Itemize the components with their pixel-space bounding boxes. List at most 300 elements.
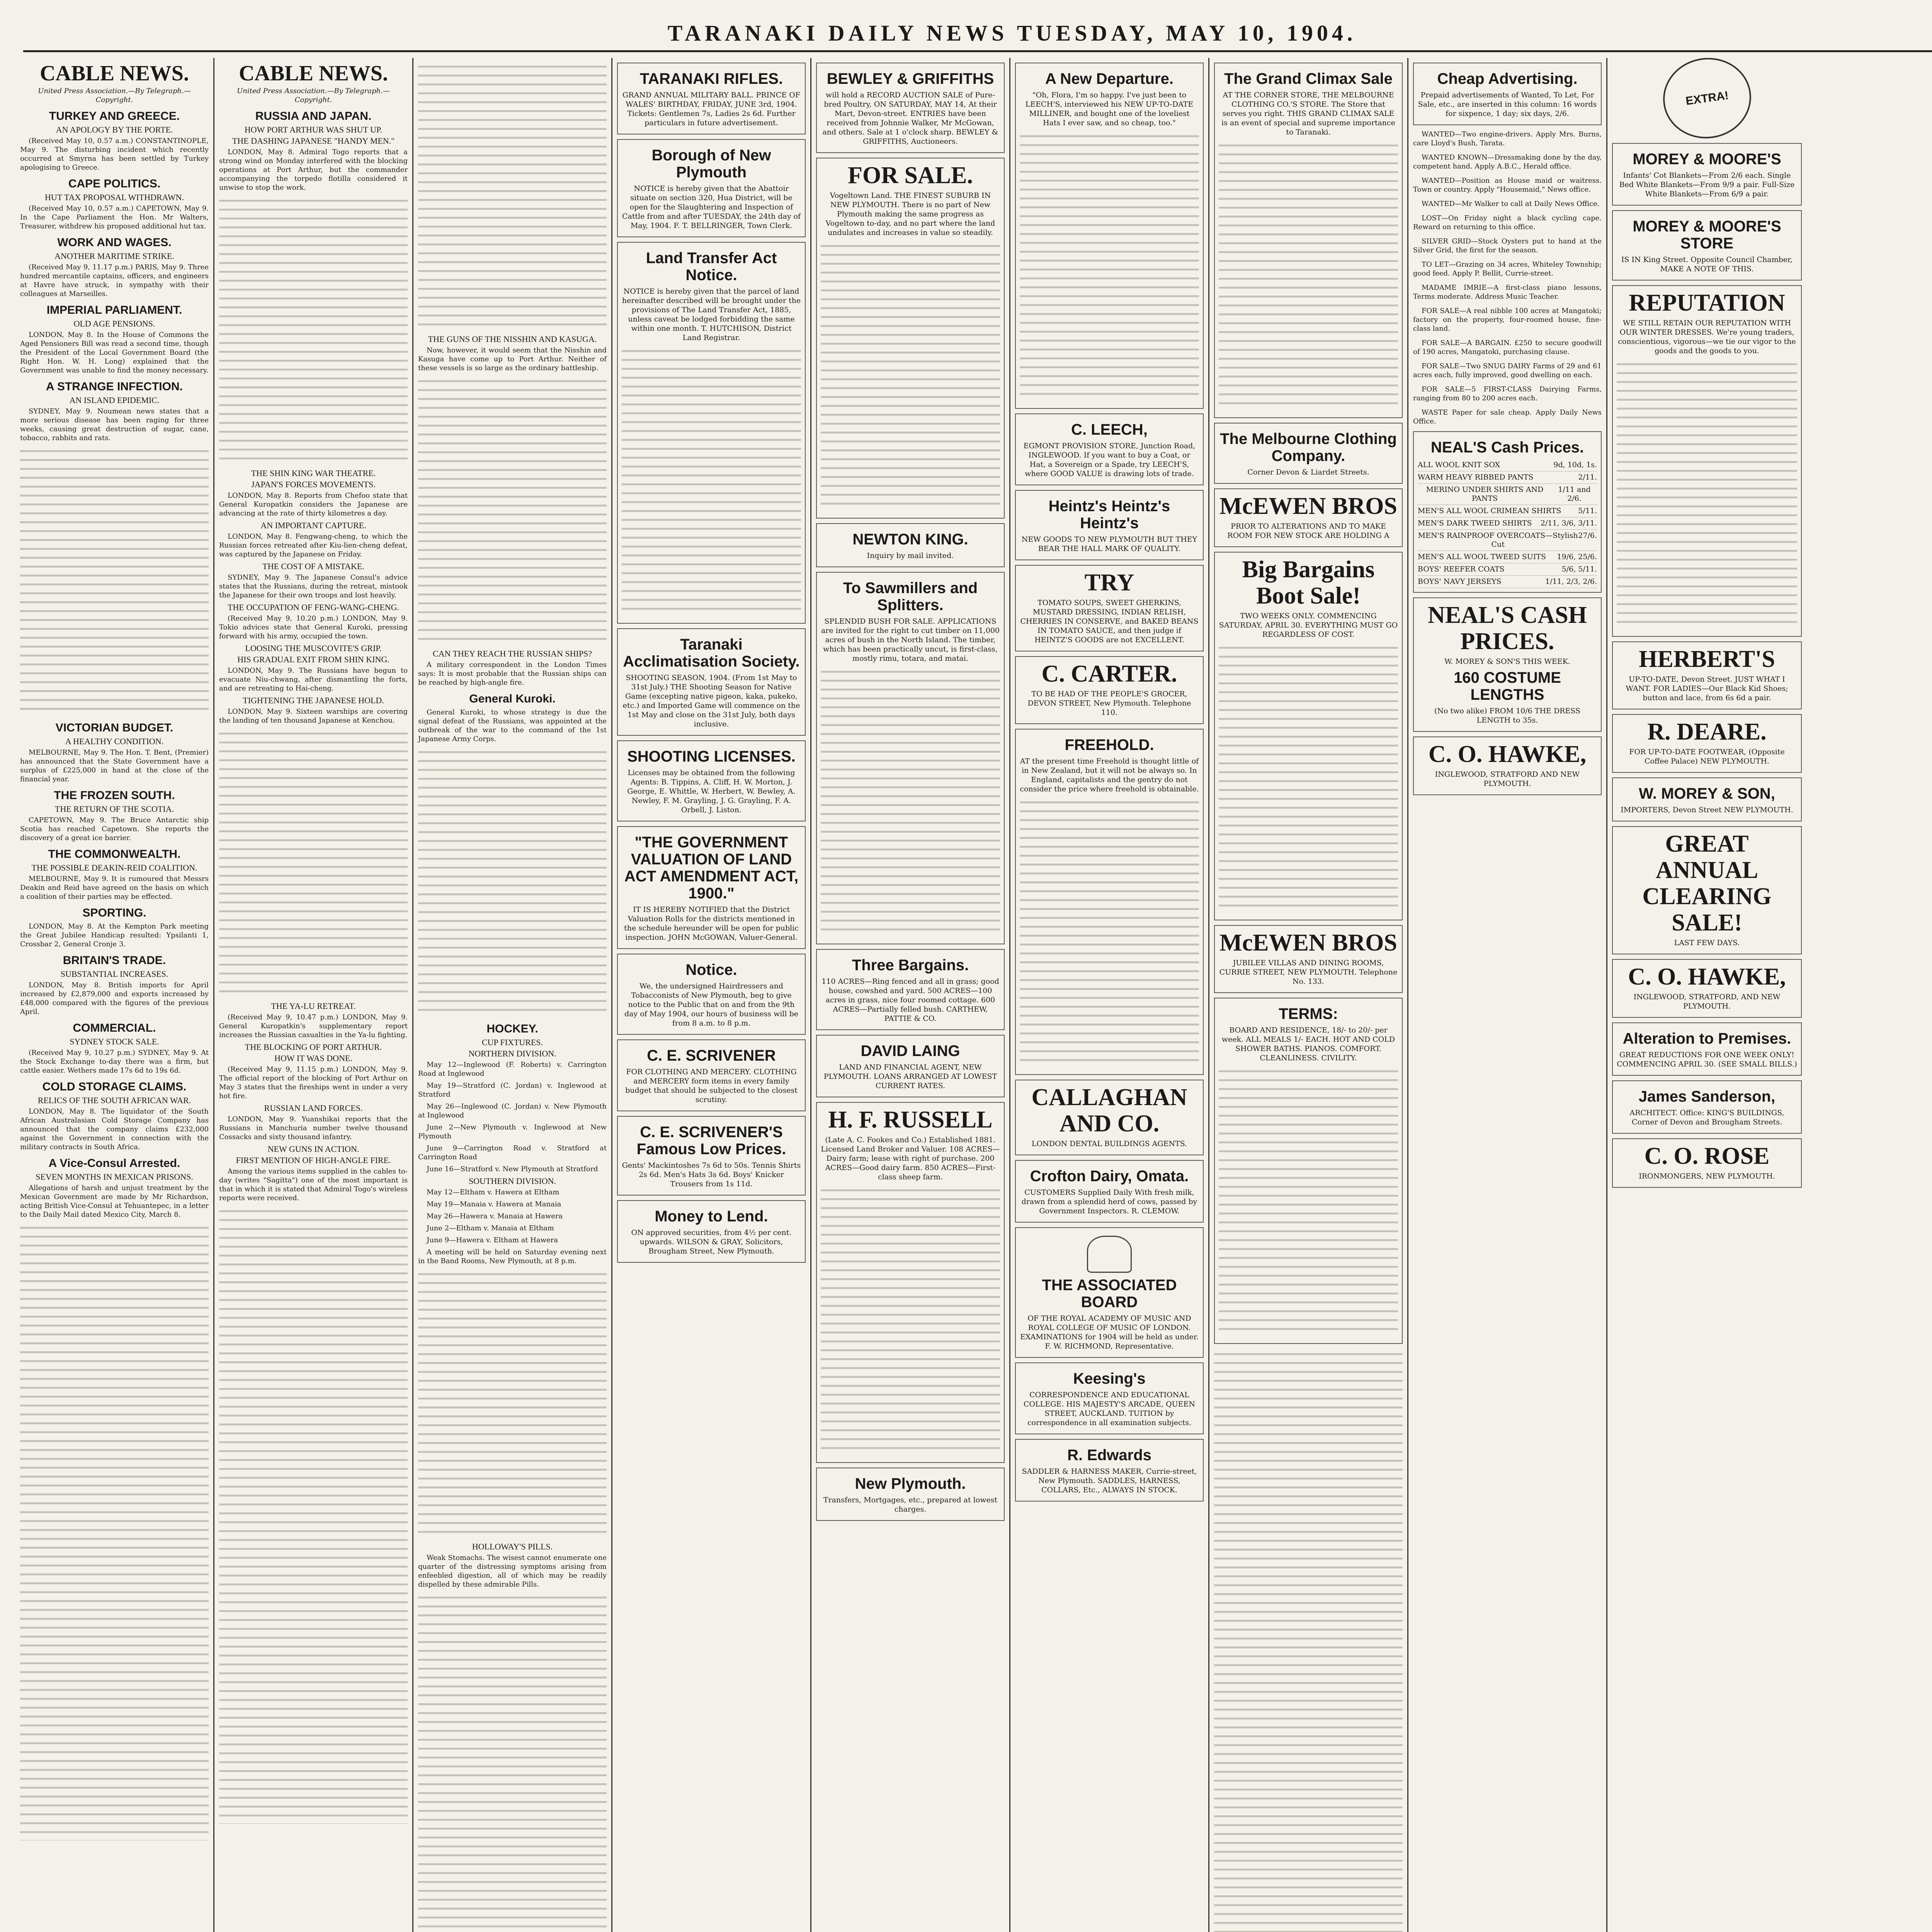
ad-text: Infants' Cot Blankets—From 2/6 each. Single Bed White Blankets—From 9/9 a pair. Full-Size White Blankets—From 6/9 a pair.: [1619, 171, 1795, 198]
byline: United Press Association.—By Telegraph.—Copyright.: [237, 87, 390, 104]
cable-news-header: CABLE NEWS.: [40, 61, 189, 85]
ad-text-block: [1617, 359, 1797, 629]
price-item: BOYS' REEFER COATS: [1418, 565, 1505, 573]
article-body: (Received May 9, 10.27 p.m.) SYDNEY, May 9. At the Stock Exchange to-day there was a firm, but cattle easier. Wethers made 17s 6d to 19s 6d.: [20, 1049, 209, 1075]
ad-title: REPUTATION: [1629, 290, 1785, 316]
article-body: SYDNEY, May 9. The Japanese Consul's advice states that the Russians, during the retreat, mistook the Japanese for their own troops and lost heavily.: [219, 573, 408, 599]
ad-text: OF THE ROYAL ACADEMY OF MUSIC AND ROYAL COLLEGE OF MUSIC OF LONDON. EXAMINATIONS for 1904 will be held as under. F. W. RICHMOND, Representative.: [1020, 1314, 1199, 1350]
classified-ad: FOR SALE—Two SNUG DAIRY Farms of 29 and 61 acres each, fully improved, good dwelling on each.: [1413, 362, 1602, 379]
article-title: HOW PORT ARTHUR WAS SHUT UP.: [244, 125, 383, 134]
article-title: THE COMMONWEALTH.: [48, 848, 181, 861]
article-subtitle: ANOTHER MARITIME STRIKE.: [54, 251, 174, 261]
ad-box: [1612, 1022, 1802, 1076]
ad-title: To Sawmillers and Splitters.: [843, 580, 978, 614]
ad-title: Borough of New Plymouth: [651, 147, 771, 181]
article-title: THE OCCUPATION OF FENG-WANG-CHENG.: [227, 602, 400, 612]
ad-text: INGLEWOOD, STRATFORD, AND NEW PLYMOUTH.: [1633, 993, 1781, 1010]
article-body: LONDON, May 9. Sixteen warships are covering the landing of ten thousand Japanese at Kenchou.: [219, 707, 408, 724]
column-5: [811, 58, 1010, 1932]
article-body: NORTHERN DIVISION.: [468, 1049, 556, 1058]
price-row: [1418, 459, 1597, 471]
ad-title: SHOOTING LICENSES.: [627, 748, 796, 765]
ad-title: A New Departure.: [1045, 70, 1173, 87]
ad-text: UP-TO-DATE, Devon Street. JUST WHAT I WANT. FOR LADIES—Our Black Kid Shoes; button and lace, from 6s 6d a pair.: [1626, 675, 1788, 702]
ad-box: [617, 826, 806, 949]
ad-box: [1612, 641, 1802, 709]
article-text-block: [418, 1269, 607, 1539]
ad-title: TRY: [1084, 570, 1134, 596]
ad-title: The Grand Climax Sale: [1224, 70, 1393, 87]
ad-title: Taranaki Acclimatisation Society.: [623, 636, 800, 670]
article-body: CAPETOWN, May 9. The Bruce Antarctic ship Scotia has reached Capetown. She reports the discovery of a great ice barrier.: [20, 816, 209, 842]
article-text-block: [20, 446, 209, 716]
ad-text: CUSTOMERS Supplied Daily With fresh milk, drawn from a splendid herd of cows, passed by Government Inspectors. R. CLEMOW.: [1021, 1188, 1197, 1215]
price-row: [1418, 505, 1597, 517]
ad-title: GREAT ANNUAL CLEARING SALE!: [1642, 831, 1772, 936]
ad-text: EGMONT PROVISION STORE, Junction Road, INGLEWOOD. If you want to buy a Coat, or Hat, a Sovereign or a Spade, try LEECH'S, where GOOD VALUE is drawing lots of trade.: [1023, 442, 1196, 478]
fixture-line: June 9—Hawera v. Eltham at Hawera: [427, 1236, 558, 1244]
ad-text: BOARD AND RESIDENCE, 18/- to 20/- per week. ALL MEALS 1/- EACH. HOT AND COLD SHOWER BATHS. PIANOS. COMFORT. CLEANLINESS. CIVILITY.: [1221, 1026, 1395, 1062]
article-subtitle: SYDNEY STOCK SALE.: [70, 1037, 159, 1046]
article-body: LONDON, May 8. The liquidator of the South African Australasian Cold Storage Company has announced that the company claims £232,000 against the Government in connection with the military contracts in South Africa.: [20, 1107, 209, 1151]
article-subtitle: HIS GRADUAL EXIT FROM SHIN KING.: [237, 655, 389, 664]
article-body: LONDON, May 8. Admiral Togo reports that a strong wind on Monday interfered with the blocking operations at Port Arthur, but the commander accompanying the torpedo flotilla considered it unwise to stop the work.: [219, 148, 408, 192]
article-title: TURKEY AND GREECE.: [49, 110, 180, 122]
ad-title: NEAL'S Cash Prices.: [1430, 439, 1584, 456]
neals-prices-box: [1413, 431, 1602, 593]
ad-text: TWO WEEKS ONLY. COMMENCING SATURDAY, APRIL 30. EVERYTHING MUST GO REGARDLESS OF COST.: [1219, 612, 1398, 639]
article-body: (Received May 9, 11.15 p.m.) LONDON, May 9. The official report of the blocking of Port Arthur on May 3 states that the fireships went in under a very hot fire.: [219, 1065, 408, 1100]
article-body: SYDNEY, May 9. Noumean news states that a more serious disease has been raging for three weeks, causing great destruction of sugar, cane, tobacco, rabbits and rats.: [20, 407, 209, 442]
ad-text: TOMATO SOUPS, SWEET GHERKINS, MUSTARD DRESSING, INDIAN RELISH, CHERRIES IN CONSERVE, and BAKED BEANS IN TOMATO SAUCE, and then judge if HEINTZ'S GOODS are not EXCELLENT.: [1020, 599, 1199, 644]
price-item: MERINO UNDER SHIRTS AND PANTS: [1426, 485, 1544, 503]
article-body: (Received May 9, 11.17 p.m.) PARIS, May 9. Three hundred mercantile captains, officers, and engineers at Havre have struck, in sympathy with their colleagues at Marseilles.: [20, 263, 209, 298]
price-value: 1/11, 2/3, 2/6.: [1545, 577, 1597, 586]
ad-title: Three Bargains.: [852, 957, 969, 974]
ad-text: W. MOREY & SON'S THIS WEEK.: [1444, 657, 1570, 666]
price-row: [1418, 517, 1597, 530]
ad-text: JUBILEE VILLAS AND DINING ROOMS, CURRIE STREET, NEW PLYMOUTH. Telephone No. 133.: [1219, 959, 1398, 986]
classified-ad: WANTED—Position as House maid or waitress. Town or country. Apply "Housemaid," News office.: [1413, 177, 1602, 194]
ad-box: [617, 1200, 806, 1263]
ad-box: [617, 139, 806, 237]
article-subtitle: AN ISLAND EPIDEMIC.: [69, 395, 160, 405]
ad-box: [816, 1102, 1005, 1463]
ad-title: Big Bargains Boot Sale!: [1242, 556, 1375, 609]
column-8: [1408, 58, 1607, 1932]
ad-text: GREAT REDUCTIONS FOR ONE WEEK ONLY! COMMENCING APRIL 30. (SEE SMALL BILLS.): [1617, 1051, 1797, 1068]
article-body: (Received May 9, 10.20 p.m.) LONDON, May 9. Tokio advices state that General Kuroki, pressing forward with his army, occupied the town.: [219, 614, 408, 640]
ad-box: [1612, 285, 1802, 637]
article-subtitle: A HEALTHY CONDITION.: [65, 736, 164, 746]
ad-box: [1015, 565, 1204, 651]
ad-text: FOR CLOTHING AND MERCERY. CLOTHING and MERCERY form items in every family budget that should be subjected to the closest scrutiny.: [625, 1068, 798, 1104]
ad-text: 110 ACRES—Ring fenced and all in grass; good house, cowshed and yard. 500 ACRES—100 acres in grass, nice four roomed cottage. 600 ACRES—Partially felled bush. CARTHEW, PATTIE & CO.: [821, 977, 999, 1023]
ad-text: LAST FEW DAYS.: [1674, 939, 1740, 947]
ad-text: (No two alike) FROM 10/6 THE DRESS LENGTH to 35s.: [1434, 707, 1581, 724]
ad-text: CORRESPONDENCE AND EDUCATIONAL COLLEGE. HIS MAJESTY'S ARCADE, QUEEN STREET, AUCKLAND. TUITION by correspondence in all examination subjects.: [1023, 1391, 1196, 1427]
ad-title: 160 COSTUME LENGTHS: [1454, 669, 1561, 703]
column-1: [15, 58, 214, 1932]
ad-text: ON approved securities, from 4½ per cent. upwards. WILSON & GRAY, Solicitors, Brougham Street, New Plymouth.: [631, 1228, 792, 1255]
price-value: 27/6.: [1578, 531, 1597, 540]
ad-title: W. MOREY & SON,: [1639, 785, 1775, 802]
article-text-block: [418, 1592, 607, 1932]
ad-text-block: [622, 345, 801, 616]
ad-text: "Oh, Flora, I'm so happy. I've just been to LEECH'S, interviewed his NEW UP-TO-DATE MILLINER, and bought one of the loveliest Hats I ever saw, and so cheap, too.": [1025, 91, 1194, 127]
ad-title: James Sanderson,: [1638, 1088, 1776, 1105]
ad-box: [1015, 656, 1204, 724]
ad-title: MOREY & MOORE'S STORE: [1633, 218, 1781, 252]
ad-text: NEW GOODS TO NEW PLYMOUTH BUT THEY BEAR THE HALL MARK OF QUALITY.: [1021, 535, 1197, 553]
cheap-advertising-title: Cheap Advertising.: [1437, 70, 1578, 87]
ad-title: FREEHOLD.: [1065, 736, 1154, 753]
ad-box: [1214, 925, 1403, 993]
article-title: COMMERCIAL.: [73, 1022, 156, 1034]
ad-box: [1612, 1080, 1802, 1134]
price-value: 5/11.: [1578, 507, 1597, 515]
ad-box: [617, 63, 806, 134]
column-3: [413, 58, 612, 1932]
classified-ad: FOR SALE—A BARGAIN. £250 to secure goodwill of 190 acres, Mangatoki, purchasing clause.: [1413, 339, 1602, 356]
ad-box: [1015, 1362, 1204, 1434]
masthead: [23, 15, 1932, 52]
classified-ad: FOR SALE—A real nibble 100 acres at Mangatoki; factory on the property, four-roomed house, fine-class land.: [1413, 307, 1602, 333]
ad-text: Licenses may be obtained from the following Agents: B. Tippins, A. Cliff, H. W. Morton, J. George, E. Whittle, W. Herbert, W. Bewley, A. Newley, F. M. Grayling, J. G. Grayling, F. A. Orbell, J. Liston.: [627, 769, 796, 814]
price-item: BOYS' NAVY JERSEYS: [1418, 577, 1502, 586]
ad-title: McEWEN BROS: [1219, 930, 1397, 956]
ad-title: R. Edwards: [1067, 1447, 1151, 1464]
fixture-line: June 2—Eltham v. Manaia at Eltham: [427, 1224, 554, 1232]
ad-title: New Plymouth.: [855, 1475, 966, 1492]
article-subtitle: THE DASHING JAPANESE "HANDY MEN.": [232, 136, 395, 146]
ad-title: Notice.: [685, 961, 737, 978]
ad-text: GRAND ANNUAL MILITARY BALL. PRINCE OF WALES' BIRTHDAY, FRIDAY, JUNE 3rd, 1904. Tickets: Gentlemen 7s, Ladies 2s 6d. Further particulars in future advertisement.: [622, 91, 801, 127]
article-body: LONDON, May 8. At the Kempton Park meeting the Great Jubilee Handicap resulted: Ypsilanti 1, Crossbar 2, General Cronje 3.: [20, 922, 209, 948]
classified-ad: WANTED KNOWN—Dressmaking done by the day, competent hand. Apply A.B.C., Herald office.: [1413, 153, 1602, 170]
ad-box: [816, 523, 1005, 567]
ad-box: [1612, 210, 1802, 281]
ad-box: [1015, 1160, 1204, 1223]
ad-text: Corner Devon & Liardet Streets.: [1247, 468, 1369, 476]
article-title: THE SHIN KING WAR THEATRE.: [251, 468, 376, 478]
article-body: General Kuroki, to whose strategy is due the signal defeat of the Russians, was appointed at the outbreak of the war to the command of the 1st Japanese Army Corps.: [418, 708, 607, 743]
ad-text: WE STILL RETAIN OUR REPUTATION WITH OUR WINTER DRESSES. We're young traders, conscientious, vigorous—we tie our vigor to the goods and the goods to you.: [1618, 319, 1796, 355]
article-title: THE COST OF A MISTAKE.: [262, 561, 364, 571]
ad-text-block: [1020, 797, 1199, 1067]
ad-text: AT THE CORNER STORE, THE MELBOURNE CLOTHING CO.'S STORE. The Store that serves you right. THIS GRAND CLIMAX SALE is an event of special and supreme importance to Taranaki.: [1221, 91, 1395, 136]
ad-box: [1015, 1227, 1204, 1358]
ad-box: [617, 242, 806, 624]
ad-box: [1015, 490, 1204, 560]
article-subtitle: SUBSTANTIAL INCREASES.: [60, 969, 168, 979]
fixture-line: May 26—Inglewood (C. Jordan) v. New Plymouth at Inglewood: [418, 1102, 607, 1119]
article-body: LONDON, May 8. In the House of Commons the Aged Pensioners Bill was read a second time, though the President of the Local Government Board (the Right Hon. W. H. Long) explained that the Government was unable to find the money necessary.: [20, 331, 209, 374]
ad-text: TO BE HAD OF THE PEOPLE'S GROCER, DEVON STREET, New Plymouth. Telephone 110.: [1027, 690, 1191, 717]
article-title: BRITAIN'S TRADE.: [63, 954, 166, 967]
article-body: Weak Stomachs. The wisest cannot enumerate one quarter of the distressing symptoms arising from enfeebled digestion, all of which may be readily dispelled by these admirable Pills.: [418, 1554, 607, 1588]
ad-title: THE ASSOCIATED BOARD: [1042, 1277, 1177, 1311]
article-text-block: [20, 1222, 209, 1840]
ad-box: [617, 954, 806, 1035]
column-7: [1209, 58, 1408, 1932]
ad-text: Prepaid advertisements of Wanted, To Let, For Sale, etc., are inserted in this column: 16 words for sixpence, 1 day; six days, 2/6.: [1418, 91, 1597, 118]
price-item: MEN'S ALL WOOL CRIMEAN SHIRTS: [1418, 507, 1561, 515]
ad-text: FOR UP-TO-DATE FOOTWEAR, (Opposite Coffee Palace) NEW PLYMOUTH.: [1629, 748, 1785, 765]
ad-title: FOR SALE.: [848, 162, 973, 189]
ad-box: [1612, 777, 1802, 821]
fixture-line: May 19—Manaia v. Hawera at Manaia: [427, 1200, 561, 1208]
article-body: MELBOURNE, May 9. It is rumoured that Messrs Deakin and Reid have agreed on the basis on which a coalition of their parties may be effected.: [20, 875, 209, 901]
war-title: RUSSIA AND JAPAN.: [255, 110, 372, 122]
ad-title: C. E. SCRIVENER: [647, 1047, 776, 1064]
price-item: WARM HEAVY RIBBED PANTS: [1418, 473, 1534, 481]
article-subtitle: CUP FIXTURES.: [481, 1037, 543, 1047]
price-item: MEN'S ALL WOOL TWEED SUITS: [1418, 553, 1546, 561]
price-row: [1418, 576, 1597, 588]
ad-text-block: [1020, 131, 1199, 401]
price-item: MEN'S DARK TWEED SHIRTS: [1418, 519, 1532, 527]
ad-title: C. O. HAWKE,: [1628, 964, 1786, 990]
ad-title: HERBERT'S: [1639, 646, 1775, 672]
fixture-line: May 12—Inglewood (F. Roberts) v. Carrington Road at Inglewood: [418, 1061, 607, 1078]
ad-title: McEWEN BROS: [1219, 493, 1397, 519]
article-title: COLD STORAGE CLAIMS.: [42, 1080, 187, 1093]
ad-box: [1612, 714, 1802, 773]
ad-title: TERMS:: [1279, 1005, 1338, 1022]
ad-title: NEWTON KING.: [852, 531, 968, 548]
article-title: VICTORIAN BUDGET.: [55, 721, 173, 734]
price-item: MEN'S RAINPROOF OVERCOATS—Stylish Cut: [1418, 531, 1578, 549]
ad-box: [617, 1039, 806, 1111]
ad-text-block: [821, 240, 1000, 511]
price-value: 2/11, 3/6, 3/11.: [1540, 519, 1597, 527]
ad-title: C. E. SCRIVENER'S Famous Low Prices.: [636, 1124, 786, 1158]
ad-box: [1612, 1138, 1802, 1188]
ad-text: IS IN King Street. Opposite Council Chamber, MAKE A NOTE OF THIS.: [1621, 255, 1793, 273]
ad-title: Keesing's: [1073, 1370, 1146, 1387]
ad-text: IRONMONGERS, NEW PLYMOUTH.: [1639, 1172, 1775, 1180]
fixture-line: May 19—Stratford (C. Jordan) v. Inglewood at Stratford: [418, 1082, 607, 1099]
ad-title: C. O. HAWKE,: [1428, 741, 1587, 767]
classified-ad: TO LET—Grazing on 34 acres, Whiteley Township; good feed. Apply P. Bellit, Currie-street.: [1413, 260, 1602, 277]
price-row: [1418, 551, 1597, 563]
article-title: HOLLOWAY'S PILLS.: [472, 1542, 553, 1551]
article-subtitle: HUT TAX PROPOSAL WITHDRAWN.: [45, 192, 184, 202]
ad-text: ARCHITECT. Office: KING'S BUILDINGS, Corner of Devon and Brougham Streets.: [1629, 1109, 1784, 1126]
masthead-title: TARANAKI DAILY NEWS TUESDAY, MAY 10, 1904.: [667, 20, 1357, 46]
article-subtitle: RELICS OF THE SOUTH AFRICAN WAR.: [37, 1095, 191, 1105]
column-4: [612, 58, 811, 1932]
article-title: THE FROZEN SOUTH.: [54, 789, 175, 802]
ad-text-block: [821, 666, 1000, 937]
ad-text: NOTICE is hereby given that the Abattoir situate on section 320, Hua District, will be open for the Slaughtering and Inspection of Cattle from and after TUESDAY, the 24th day of May, 1904. F. T. BELLRINGER, Town Clerk.: [622, 184, 801, 230]
article-title: TIGHTENING THE JAPANESE HOLD.: [243, 696, 384, 705]
article-body: LONDON, May 8. Reports from Chefoo state that General Kuropatkin considers the Japanese are advancing at the rate of thirty kilometres a day.: [219, 492, 408, 517]
ad-box: [816, 158, 1005, 519]
ad-text-block: [821, 1185, 1000, 1455]
article-text-block: [418, 747, 607, 1017]
article-body: (Received May 10, 0.57 a.m.) CAPETOWN, May 9. In the Cape Parliament the Hon. Mr Walters, Treasurer, withdrew his proposed additional hut tax.: [20, 204, 209, 230]
ad-title: C. CARTER.: [1041, 661, 1177, 687]
article-body: Now, however, it would seem that the Nisshin and Kasuga have come up to Port Arthur. Neither of these vessels is so large as the ordinary battleship.: [418, 346, 607, 372]
article-body: MELBOURNE, May 9. The Hon. T. Bent, (Premier) has announced that the State Government have a surplus of £225,000 in hand at the close of the financial year.: [20, 748, 209, 783]
ad-text: Vogeltown Land. THE FINEST SUBURB IN NEW PLYMOUTH. There is no part of New Plymouth making the same progress as Vogeltown to-day, and no part where the land undulates and increases in value so steadily.: [825, 191, 995, 237]
ad-box: [1214, 423, 1403, 484]
price-row: [1418, 530, 1597, 551]
ad-text: LAND AND FINANCIAL AGENT, NEW PLYMOUTH. LOANS ARRANGED AT LOWEST CURRENT RATES.: [823, 1063, 997, 1090]
article-body: A military correspondent in the London Times says: It is most probable that the Russian ships can be reached by high-angle fire.: [418, 661, 607, 687]
ad-title: The Melbourne Clothing Company.: [1220, 430, 1397, 464]
price-item: ALL WOOL KNIT SOX: [1418, 461, 1500, 469]
article-body: Allegations of harsh and unjust treatment by the Mexican Government are made by Mr Richardson, acting British Vice-Consul at Tehuantepec, in a letter to the Daily Mail dated Mexico City, March 8.: [20, 1184, 209, 1219]
ad-title: C. LEECH,: [1071, 421, 1148, 438]
article-subtitle: THE RETURN OF THE SCOTIA.: [54, 804, 174, 814]
article-subtitle: AN APOLOGY BY THE PORTE.: [56, 125, 173, 134]
price-value: 19/6, 25/6.: [1557, 553, 1597, 561]
article-title: RUSSIAN LAND FORCES.: [264, 1103, 363, 1113]
ad-box: [1015, 413, 1204, 485]
ad-box: [1015, 1080, 1204, 1155]
ad-text: IT IS HEREBY NOTIFIED that the District Valuation Rolls for the districts mentioned in the schedule hereunder will be open for public inspection. JOHN McGOWAN, Valuer-General.: [624, 905, 799, 942]
ad-title: Land Transfer Act Notice.: [646, 250, 777, 284]
article-title: CAN THEY REACH THE RUSSIAN SHIPS?: [432, 649, 592, 658]
article-subtitle: OLD AGE PENSIONS.: [73, 319, 155, 328]
article-title: CAPE POLITICS.: [68, 177, 161, 190]
classified-ad: WASTE Paper for sale cheap. Apply Daily News Office.: [1413, 408, 1602, 425]
ad-text-block: [1214, 1349, 1403, 1932]
ad-box: [816, 572, 1005, 944]
ad-box: [816, 1035, 1005, 1097]
article-title: A STRANGE INFECTION.: [46, 380, 183, 393]
cable-news-header: CABLE NEWS.: [239, 61, 388, 85]
ad-box: [1214, 552, 1403, 920]
ad-title: C. O. ROSE: [1644, 1143, 1770, 1169]
article-subtitle: JAPAN'S FORCES MOVEMENTS.: [251, 480, 376, 489]
ad-text-block: [1219, 1066, 1398, 1336]
column-9: [1607, 58, 1806, 1932]
fixture-line: May 26—Hawera v. Manaia at Hawera: [427, 1212, 563, 1220]
article-text-block: [219, 1206, 408, 1824]
ad-text: IMPORTERS, Devon Street NEW PLYMOUTH.: [1621, 806, 1793, 814]
byline: United Press Association.—By Telegraph.—Copyright.: [38, 87, 191, 104]
fixture-line: June 16—Stratford v. New Plymouth at Stratford: [427, 1165, 598, 1173]
article-text-block: [219, 728, 408, 998]
price-row: [1418, 471, 1597, 484]
ad-title: Heintz's Heintz's Heintz's: [1048, 498, 1170, 532]
article-title: THE BLOCKING OF PORT ARTHUR.: [245, 1042, 382, 1052]
ad-text: will hold a RECORD AUCTION SALE of Pure-bred Poultry, ON SATURDAY, MAY 14, At their Mart, Devon-street. ENTRIES have been received from Johnnie Walker, Mr McGowan, and others. Sale at 1 o'clock sharp. BEWLEY & GRIFFITHS, Auctioneers.: [822, 91, 998, 146]
ad-text: SHOOTING SEASON, 1904. (From 1st May to 31st July.) THE Shooting Season for Native Game (excepting native pigeon, kaka, pukeko, etc.) and Imported Game will commence on the 1st May and close on the 31st July, both days inclusive.: [622, 673, 800, 728]
ad-title: MOREY & MOORE'S: [1633, 151, 1781, 168]
ad-title: BEWLEY & GRIFFITHS: [827, 70, 994, 87]
classified-ad: LOST—On Friday night a black cycling cape. Reward on returning to this office.: [1413, 214, 1602, 231]
classified-ad: WANTED—Two engine-drivers. Apply Mrs. Burns, care Lloyd's Bush, Tarata.: [1413, 130, 1602, 147]
article-body: LONDON, May 8. British imports for April increased by £2,879,000 and exports increased by £48,000 compared with the figures of the previous April.: [20, 981, 209, 1016]
ad-text: SPLENDID BUSH FOR SALE. APPLICATIONS are invited for the right to cut timber on 11,000 acres of bush in the North Island. The timber, which has been practically uncut, is first-class, mostly rimu, totara, and matai.: [821, 617, 1000, 663]
classified-ad: FOR SALE—5 FIRST-CLASS Dairying Farms, ranging from 80 to 200 acres each.: [1413, 385, 1602, 402]
columns: [15, 58, 1932, 1932]
ad-title: NEAL'S CASH PRICES.: [1428, 602, 1587, 655]
ad-box: [816, 1468, 1005, 1521]
ad-text-block: [1219, 642, 1398, 913]
article-text-block: [418, 376, 607, 646]
ad-box: [1015, 1439, 1204, 1502]
ad-title: R. DEARE.: [1647, 719, 1767, 745]
article-body: (Received May 10, 0.57 a.m.) CONSTANTINOPLE, May 9. The disturbing incident which recently occurred at Smyrna has been settled by Turkey apologising to Greece.: [20, 137, 209, 172]
ad-title: Crofton Dairy, Omata.: [1030, 1168, 1189, 1185]
article-body: LONDON, May 9. Yuanshikai reports that the Russians in Manchuria number twelve thousand Cossacks and sixty thousand infantry.: [219, 1115, 408, 1141]
ad-text: SADDLER & HARNESS MAKER, Currie-street, New Plymouth. SADDLES, HARNESS, COLLARS, Etc., ALWAYS IN STOCK.: [1022, 1467, 1197, 1494]
article-title: General Kuroki.: [469, 692, 556, 705]
article-body: LONDON, May 9. The Russians have begun to evacuate Niu-chwang, after dismantling the forts, and are retreating to Hai-cheng.: [219, 667, 408, 692]
ad-box: [1413, 736, 1602, 795]
ad-text: Transfers, Mortgages, etc., prepared at lowest charges.: [823, 1496, 998, 1514]
article-title: THE GUNS OF THE NISSHIN AND KASUGA.: [428, 334, 597, 344]
article-title: HOCKEY.: [486, 1022, 538, 1035]
fixture-line: June 2—New Plymouth v. Inglewood at New Plymouth: [418, 1123, 607, 1140]
ad-text: LONDON DENTAL BUILDINGS AGENTS.: [1031, 1139, 1187, 1148]
ad-text: NOTICE is hereby given that the parcel of land hereinafter described will be brought under the provisions of The Land Transfer Act, 1885, unless caveat be lodged forbidding the same within one month. T. HUTCHISON, District Land Registrar.: [622, 287, 801, 342]
price-row: [1418, 484, 1597, 505]
ad-box: [1612, 826, 1802, 954]
article-body: Among the various items supplied in the cables to-day (writes "Sagitta") one of the most important is that in which it is stated that Admiral Togo's wireless reports were received.: [219, 1167, 408, 1202]
royal-crest-icon: [1087, 1236, 1132, 1273]
ad-title: CALLAGHAN AND CO.: [1031, 1084, 1187, 1137]
price-value: 5/6, 5/11.: [1561, 565, 1597, 573]
article-title: NEW GUNS IN ACTION.: [267, 1144, 359, 1154]
ad-box: [1612, 143, 1802, 206]
extra-newsboy-illustration: [1658, 58, 1756, 144]
article-title: AN IMPORTANT CAPTURE.: [260, 520, 366, 530]
fixture-line: June 9—Carrington Road v. Stratford at Carrington Road: [418, 1144, 607, 1161]
ad-text-block: [1219, 140, 1398, 410]
classified-ad: WANTED—Mr Walker to call at Daily News Office.: [1422, 200, 1600, 208]
ad-box: [617, 1116, 806, 1196]
ad-title: TARANAKI RIFLES.: [639, 70, 783, 87]
article-subtitle: SEVEN MONTHS IN MEXICAN PRISONS.: [36, 1172, 193, 1182]
ad-box: [1413, 63, 1602, 125]
article-text-block: [219, 195, 408, 466]
classified-ad: SILVER GRID—Stock Oysters put to hand at the Silver Grid, the first for the season.: [1413, 237, 1602, 254]
classified-ad: MADAME IMRIE—A first-class piano lessons, Terms moderate. Address Music Teacher.: [1413, 284, 1602, 301]
ad-box: [816, 63, 1005, 153]
article-title: A Vice-Consul Arrested.: [48, 1157, 180, 1170]
ad-title: DAVID LAING: [861, 1043, 960, 1060]
article-text-block: [418, 61, 607, 332]
article-subtitle: HOW IT WAS DONE.: [274, 1053, 352, 1063]
ad-text: INGLEWOOD, STRATFORD AND NEW PLYMOUTH.: [1435, 770, 1580, 788]
price-value: 2/11.: [1578, 473, 1597, 481]
ad-title: Alteration to Premises.: [1622, 1030, 1791, 1047]
ad-text: Inquiry by mail invited.: [867, 551, 954, 560]
ad-text: AT the present time Freehold is thought little of in New Zealand, but it will not be always so. In England, capitalists and the gentry do not consider the price where freehold is obtainable.: [1020, 757, 1199, 793]
division-title: SOUTHERN DIVISION.: [468, 1176, 556, 1186]
ad-box: [617, 628, 806, 736]
fixture-line: May 12—Eltham v. Hawera at Eltham: [427, 1188, 560, 1196]
ad-title: "THE GOVERNMENT VALUATION OF LAND ACT AMENDMENT ACT, 1900.": [624, 834, 799, 902]
ad-box: [1413, 597, 1602, 732]
article-body: (Received May 9, 10.47 p.m.) LONDON, May 9. General Kuropatkin's supplementary report increases the Russian casualties in the Ya-lu fighting.: [219, 1013, 408, 1039]
article-title: THE YA-LU RETREAT.: [271, 1001, 356, 1011]
ad-text: We, the undersigned Hairdressers and Tobacconists of New Plymouth, beg to give notice to the Public that on and from the 9th day of May 1904, our hours of business will be from 8 a.m. to 8 p.m.: [624, 982, 799, 1027]
ad-box: [816, 949, 1005, 1030]
column-2: [214, 58, 413, 1932]
notice-text: A meeting will be held on Saturday evening next in the Band Rooms, New Plymouth, at 8 p.m.: [418, 1248, 607, 1265]
ad-box: [1214, 63, 1403, 418]
ad-text: Gents' Mackintoshes 7s 6d to 50s. Tennis Shirts 2s 6d. Men's Hats 3s 6d. Boys' Knicker Trousers from 1s 11d.: [622, 1161, 801, 1188]
article-subtitle: THE POSSIBLE DEAKIN-REID COALITION.: [31, 863, 197, 872]
